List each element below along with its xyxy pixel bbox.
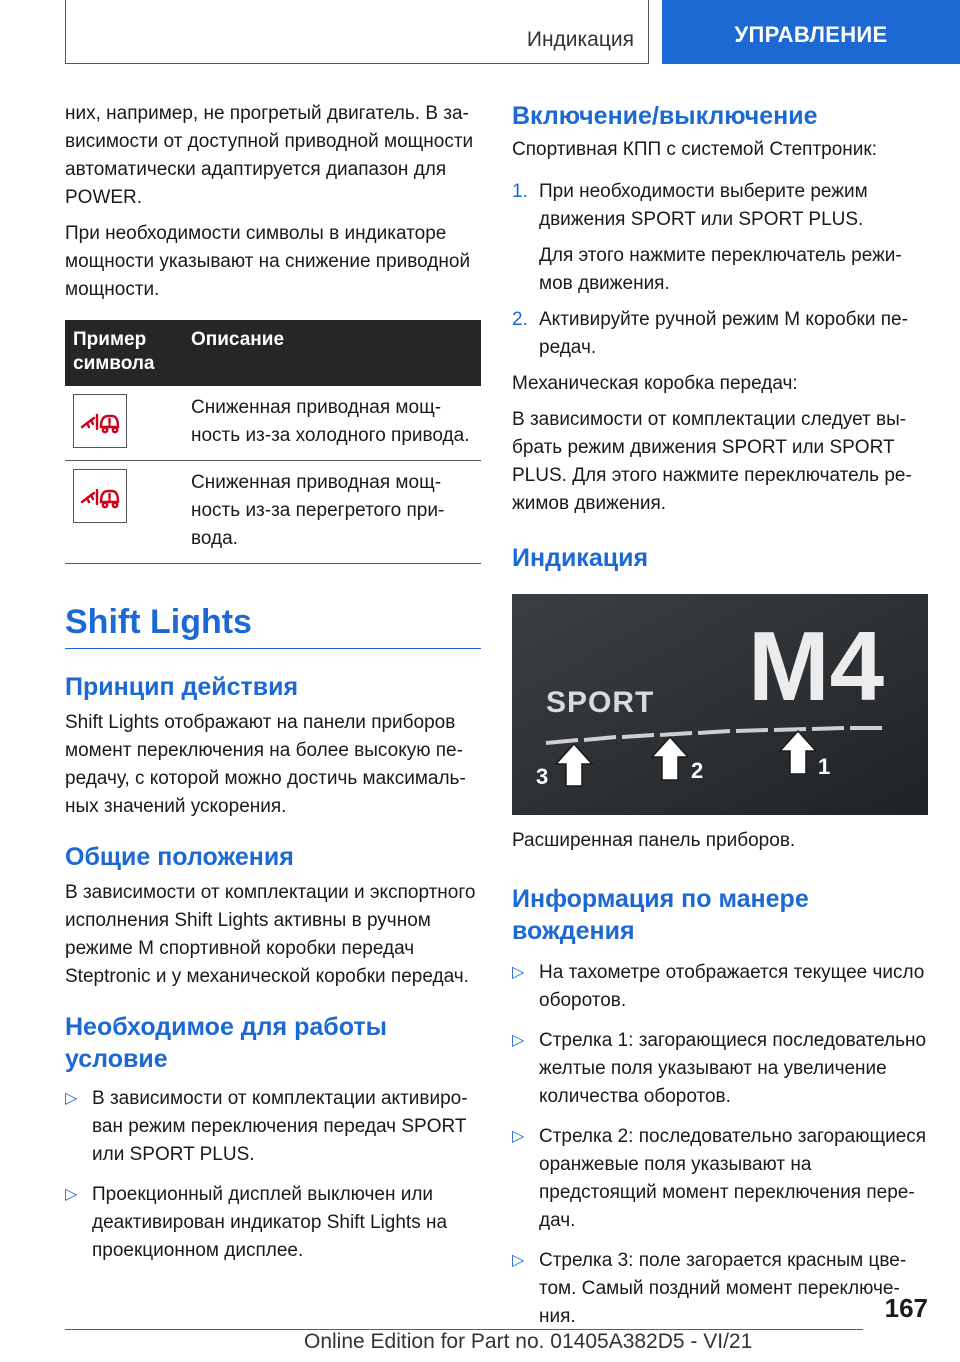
instrument-cluster-photo <box>512 594 928 815</box>
list-item: ▷ Проекционный дисплей выключен или деактивирован индикатор Shift Lights на проекционном дисплее. <box>65 1181 481 1265</box>
list-item: ▷ В зависимости от комплектации активирован режим переключения передач SPORT или SPORT PLUS. <box>65 1085 481 1169</box>
intro-paragraph-2: При необходимости символы в индикаторе мощности указывают на снижение приводной мощности. <box>65 223 471 300</box>
principle-text: Shift Lights отображают на панели приборов момент переключения на более высокую передачу, с которой можно достичь максимальных значений ускорения. <box>65 712 466 817</box>
arrow-1-label: 1 <box>818 754 831 779</box>
triangle-bullet-icon: ▷ <box>65 1186 78 1203</box>
right-column <box>512 100 928 1343</box>
list-item: 1. При необходимости выберите режим движения SPORT или SPORT PLUS. Для этого нажмите переключатель режимов движения. <box>512 181 902 294</box>
conditions-list <box>65 1085 481 1265</box>
table-row <box>65 386 481 461</box>
shift-lights-title: Shift Lights <box>65 602 481 649</box>
footer-edition: Online Edition for Part no. 01405A382D5 - VI/21 <box>304 1330 753 1353</box>
on-off-title: Включение/выключение <box>512 102 818 130</box>
triangle-bullet-icon: ▷ <box>512 1128 525 1145</box>
list-item: 2. Активируйте ручной режим M коробки передач. <box>512 309 908 358</box>
table-header-description: Описание <box>183 320 481 386</box>
header-section-box <box>65 0 649 64</box>
cluster-gear-label: M4 <box>748 611 885 721</box>
list-item: ▷ На тахометре отображается текущее число оборотов. <box>512 959 928 1015</box>
general-title: Общие положения <box>65 843 294 871</box>
steptronic-label: Спортивная КПП с системой Стептроник: <box>512 139 877 160</box>
driving-info-list <box>512 959 928 1331</box>
driving-info-title: Информация по манере вождения <box>512 885 809 945</box>
principle-title: Принцип действия <box>65 673 299 701</box>
page-number: 167 <box>884 1293 928 1323</box>
intro-paragraph-1: них, например, не прогретый двигатель. В зависимости от доступной приводной мощности автоматически адаптируется диапазон для POWER. <box>65 103 474 208</box>
overheated-drive-reduced-power-icon <box>73 469 127 523</box>
arrow-3-label: 3 <box>536 764 549 789</box>
triangle-bullet-icon: ▷ <box>512 964 525 981</box>
list-item: ▷ Стрелка 1: загорающиеся последовательно желтые поля указывают на увеличение количества оборотов. <box>512 1027 928 1111</box>
table-header-symbol: Пример символа <box>65 320 183 386</box>
header-section-title: Индикация <box>526 28 634 51</box>
list-item: ▷ Стрелка 2: последовательно загорающиеся оранжевые поля указывают на предстоящий момент переключения передач. <box>512 1123 928 1235</box>
manual-text: В зависимости от комплектации следует выбрать режим движения SPORT или SPORT PLUS. Для этого нажмите переключатель режимов движения. <box>512 409 912 514</box>
symbol-table <box>65 320 481 564</box>
table-row <box>65 461 481 564</box>
manual-label: Механическая коробка передач: <box>512 373 798 394</box>
header-chapter-tab[interactable]: УПРАВЛЕНИЕ <box>662 0 960 64</box>
left-column <box>65 100 481 1277</box>
conditions-title: Необходимое для работы условие <box>65 1013 387 1073</box>
arrow-2-label: 2 <box>691 758 704 783</box>
triangle-bullet-icon: ▷ <box>65 1090 78 1107</box>
cold-drive-reduced-power-icon <box>73 394 127 448</box>
display-title: Индикация <box>512 544 649 572</box>
table-row-description: Сниженная приводная мощность из-за перегретого привода. <box>183 461 481 564</box>
photo-caption: Расширенная панель приборов. <box>512 830 796 851</box>
cluster-mode-label: SPORT <box>546 686 655 719</box>
triangle-bullet-icon: ▷ <box>512 1032 525 1049</box>
general-text: В зависимости от комплектации и экспортного исполнения Shift Lights активны в ручном режиме M спортивной коробки передач Steptronic и у механической коробки передач. <box>65 882 476 987</box>
steps-list <box>512 178 928 362</box>
table-row-description: Сниженная приводная мощность из-за холодного привода. <box>183 386 481 461</box>
list-item: ▷ Стрелка 3: поле загорается красным цветом. Самый поздний момент переключения. <box>512 1247 928 1331</box>
triangle-bullet-icon: ▷ <box>512 1252 525 1269</box>
